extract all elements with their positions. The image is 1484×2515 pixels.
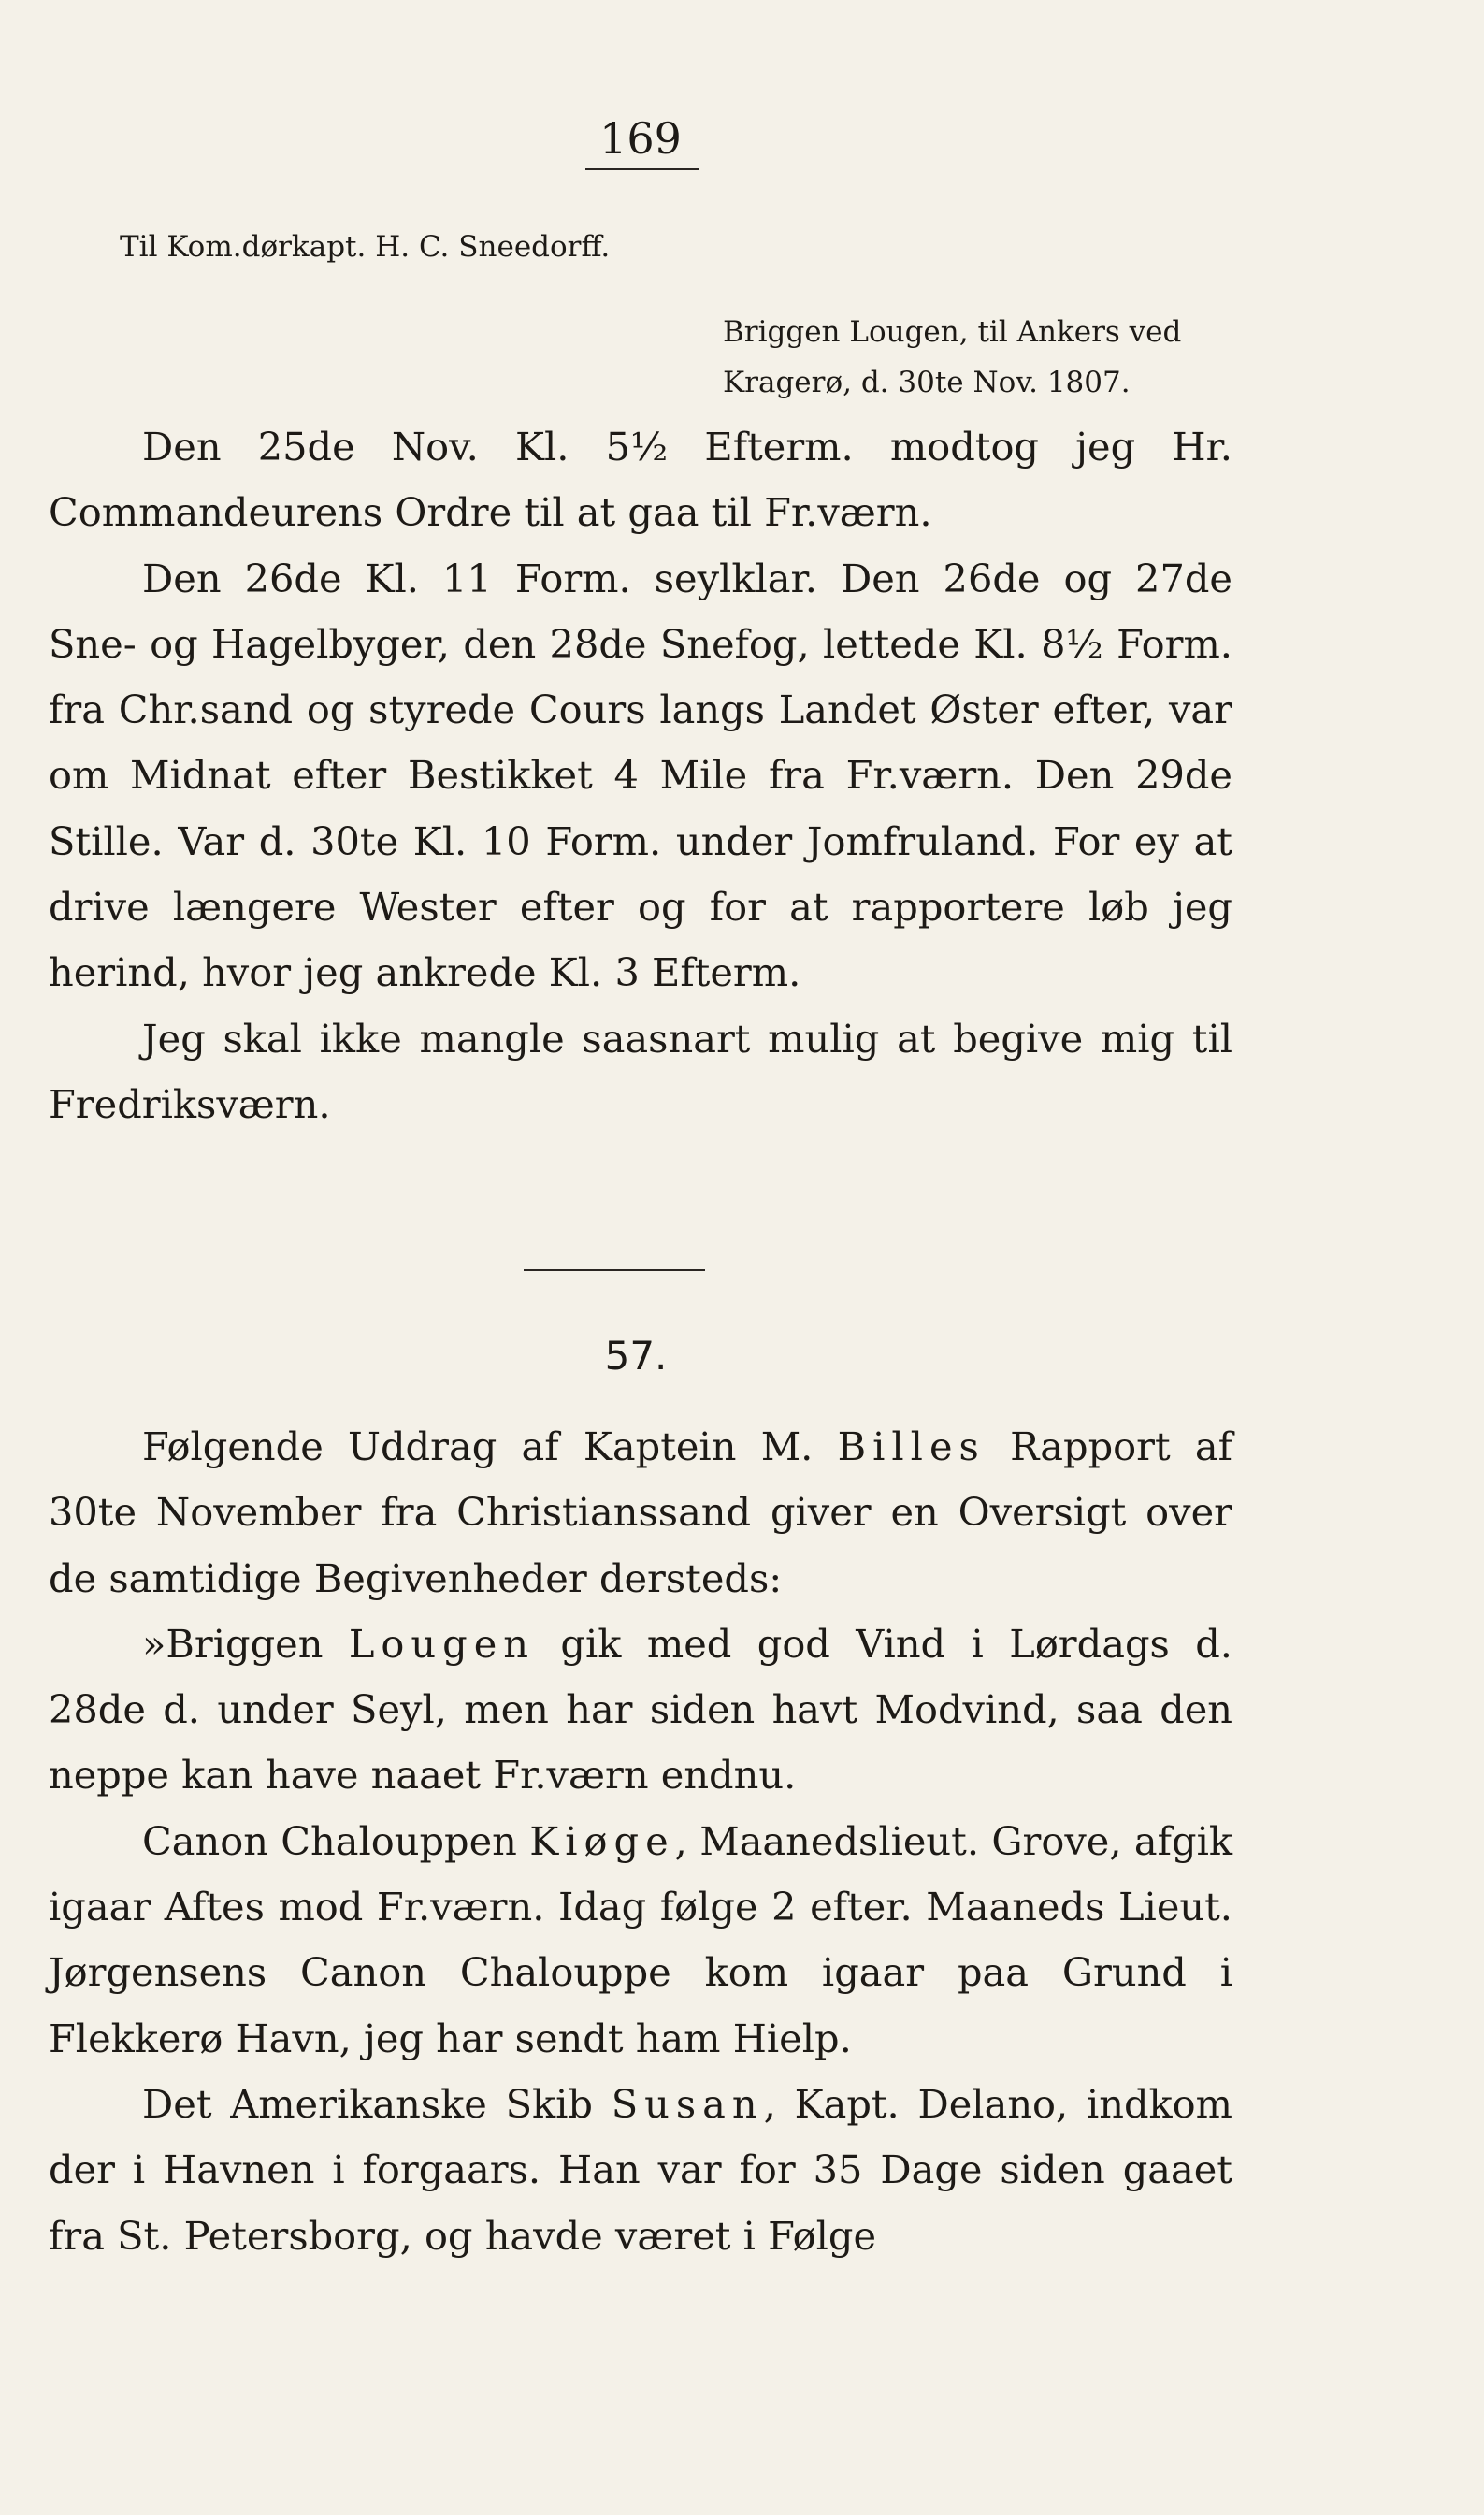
- text-run: »Briggen: [142, 1620, 349, 1667]
- letter-addressee: Til Kom.dørkapt. H. C. Sneedorff.: [120, 230, 611, 264]
- letter-paragraph: Jeg skal ikke mangle saasnart mulig at begive mig til Fredriksværn.: [49, 1015, 1232, 1127]
- text-run: Det Amerikanske Skib: [142, 2080, 612, 2127]
- text-run: gik med god Vind i Lørdags d. 28de d. under Seyl, men har siden havt Modvind, saa den neppe kan have naaet Fr.værn endnu.: [49, 1620, 1233, 1799]
- section-number: 57.: [604, 1333, 668, 1379]
- report-paragraph: [49, 1809, 1232, 2072]
- person-name: Billes: [837, 1424, 986, 1469]
- ship-name: Lougen: [348, 1620, 535, 1667]
- text-run: , Maanedslieut. Grove, afgik igaar Aftes mod Fr.værn. Idag følge 2 efter. Maaneds Lieut. Jørgensens Canon Chalouppe kom igaar paa Grund i Flekkerø Havn, jeg har sendt ham Hielp.: [49, 1817, 1232, 2061]
- report-body: [49, 1414, 1232, 2269]
- page-number-rule: [585, 168, 699, 170]
- text-run: , Kapt. Delano, indkom der i Havnen i forgaars. Han var for 35 Dage siden gaaet fra St. Petersborg, og havde været i Følge: [49, 2080, 1232, 2259]
- letter-paragraph: Den 26de Kl. 11 Form. seylklar. Den 26de og 27de Sne- og Hagelbyger, den 28de Snefog, lettede Kl. 8½ Form. fra Chr.sand og styrede Cours langs Landet Øster efter, var om Midnat efter Bestikket 4 Mile fra Fr.værn. Den 29de Stille. Var d. 30te Kl. 10 Form. under Jomfruland. For ey at drive længere Wester efter og for at rapportere løb jeg herind, hvor jeg ankrede Kl. 3 Efterm.: [49, 555, 1232, 996]
- place-line-1: Briggen Lougen, til Ankers ved: [723, 315, 1182, 349]
- section-separator: [524, 1269, 705, 1271]
- report-paragraph: [49, 2072, 1232, 2269]
- text-run: Rapport af 30te November fra Christianssand giver en Oversigt over de samtidige Begivenheder dersteds:: [49, 1424, 1232, 1601]
- text-run: Canon Chalouppen: [142, 1817, 530, 1864]
- letter-place-date: [723, 307, 1237, 408]
- letter-body: [49, 414, 1232, 1137]
- page-number: 169: [599, 113, 682, 164]
- report-paragraph: [49, 1612, 1232, 1809]
- ship-name: Kiøge: [529, 1817, 675, 1864]
- text-run: Følgende Uddrag af Kaptein M.: [142, 1424, 838, 1469]
- report-intro: [49, 1414, 1232, 1612]
- place-line-2: Kragerø, d. 30te Nov. 1807.: [723, 366, 1131, 399]
- ship-name: Susan: [611, 2080, 764, 2127]
- letter-paragraph: Den 25de Nov. Kl. 5½ Efterm. modtog jeg Hr. Commandeurens Ordre til at gaa til Fr.værn.: [49, 424, 1232, 536]
